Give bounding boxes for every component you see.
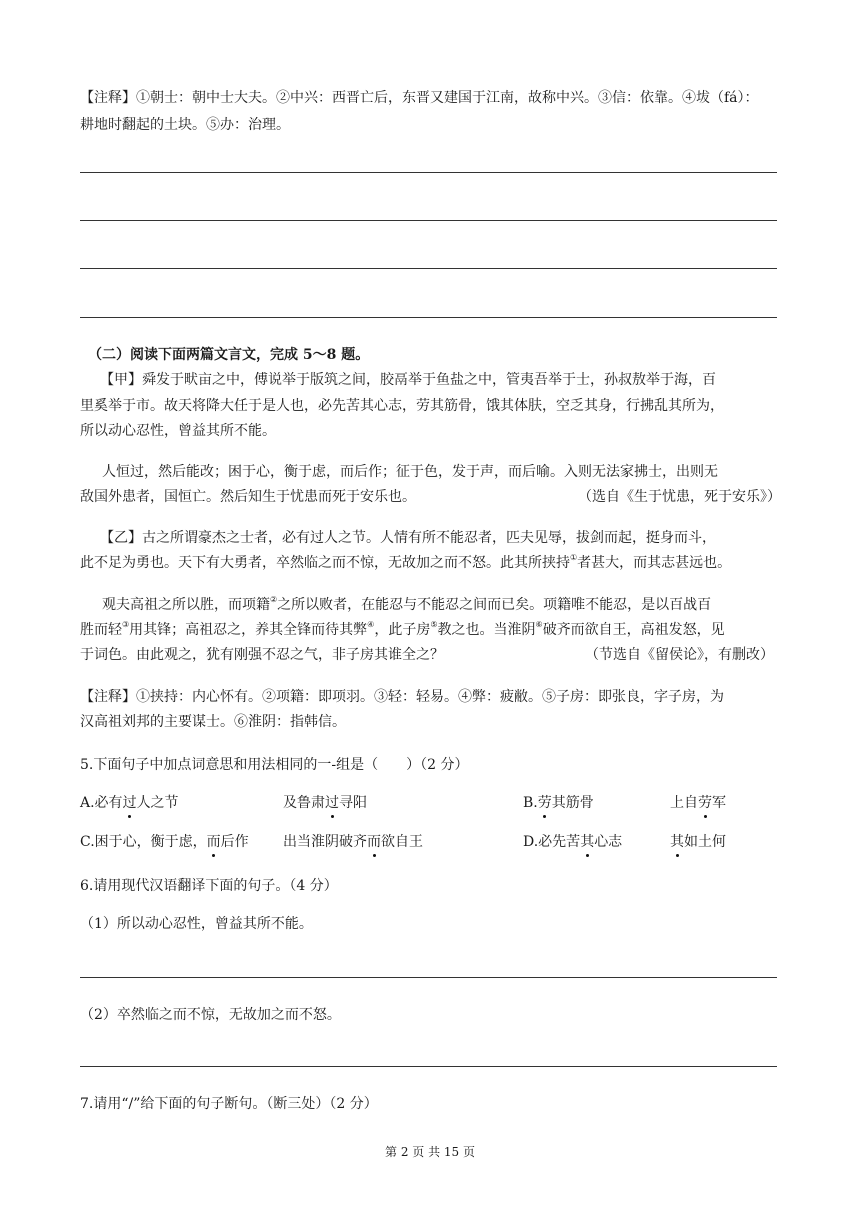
dotted-word: 其 — [670, 834, 684, 850]
option-d-left: D.必先苦其心志 — [523, 834, 623, 850]
dotted-word: 过 — [122, 795, 137, 811]
answer-line — [80, 317, 777, 318]
dotted-word: 其 — [580, 834, 595, 850]
answer-line — [80, 220, 777, 221]
footnote-marker: ⑥ — [535, 620, 543, 629]
passage-yi-line: 【乙】古之所谓豪杰之士者，必有过人之节。人情有所不能忍者，匹夫见辱，拔剑而起，挺身而斗， — [100, 530, 716, 546]
note-line: 【注释】①朝士：朝中士大夫。②中兴：西晋亡后，东晋又建国于江南，故称中兴。③信：依靠。④坺（fá）： — [80, 90, 759, 106]
passage-jia-line: 【甲】舜发于畎亩之中，傅说举于版筑之间，胶鬲举于鱼盐之中，管夷吾举于士，孙叔敖举于海，百 — [100, 372, 716, 388]
passage-yi-line: 于词色。由此观之，犹有刚强不忍之气，非子房其谁全之？ — [80, 647, 444, 663]
answer-line — [80, 172, 777, 173]
question-7-stem: 7.请用“/”给下面的句子断句。（断三处）（2 分） — [80, 1096, 378, 1112]
translate-sentence-2: （2）卒然临之而不惊，无故加之而不怒。 — [80, 1007, 341, 1023]
section-heading: （二）阅读下面两篇文言文，完成 5～8 题。 — [88, 347, 370, 363]
note-line: 汉高祖刘邦的主要谋士。⑥淮阴：指韩信。 — [80, 714, 346, 730]
footnote-marker: ③ — [122, 620, 130, 629]
translate-sentence-1: （1）所以动心忍性，曾益其所不能。 — [80, 916, 313, 932]
passage-source: （选自《生于忧患，死于安乐》） — [578, 489, 781, 505]
note-line: 【注释】①挟持：内心怀有。②项籍：即项羽。③轻：轻易。④弊：疲敝。⑤子房：即张良，字子房，为 — [80, 689, 724, 705]
option-d-right: 其如土何 — [670, 834, 726, 850]
footnote-marker: ① — [570, 553, 578, 562]
option-a-right: 及鲁肃过寻阳 — [283, 795, 367, 811]
passage-yi-line: 胜而轻③用其锋；高祖忍之，养其全锋而待其弊④，此子房⑤教之也。当淮阴⑥破齐而欲自王，高祖发怒，见 — [80, 620, 725, 638]
option-c-left: C.困于心，衡于虑，而后作 — [80, 834, 249, 850]
passage-jia-line: 人恒过，然后能改；困于心，衡于虑，而后作；征于色，发于声，而后喻。入则无法家拂士，出则无 — [102, 464, 718, 480]
passage-source: （节选自《留侯论》，有删改） — [585, 647, 774, 663]
dotted-word: 而 — [206, 834, 221, 850]
footnote-marker: ② — [270, 595, 278, 604]
option-c-right: 出当淮阴破齐而欲自王 — [283, 834, 423, 850]
dotted-word: 劳 — [698, 795, 712, 811]
answer-line — [80, 977, 777, 978]
dotted-word: 过 — [325, 795, 339, 811]
passage-yi-line: 观夫高祖之所以胜，而项籍②之所以败者，在能忍与不能忍之间而已矣。项籍唯不能忍，是以百战百 — [102, 595, 712, 613]
passage-jia-line: 里奚举于市。故天将降大任于是人也，必先苦其心志，劳其筋骨，饿其体肤，空乏其身，行拂乱其所为， — [80, 398, 724, 414]
page-footer: 第 2 页 共 15 页 — [385, 1145, 475, 1159]
answer-line — [80, 1066, 777, 1067]
question-5-stem: 5.下面句子中加点词意思和用法相同的一-组是（ ）（2 分） — [80, 757, 469, 773]
passage-yi-line: 此不足为勇也。天下有大勇者，卒然临之而不惊，无故加之而不怒。此其所挟持①者甚大，而其志甚远也。 — [80, 553, 732, 571]
passage-jia-line: 敌国外患者，国恒亡。然后知生于忧患而死于安乐也。 — [80, 489, 416, 505]
footnote-marker: ⑤ — [430, 620, 438, 629]
option-b-right: 上自劳军 — [670, 795, 726, 811]
footnote-marker: ④ — [367, 620, 375, 629]
option-b-left: B.劳其筋骨 — [523, 795, 594, 811]
question-6-stem: 6.请用现代汉语翻译下面的句子。（4 分） — [80, 878, 338, 894]
dotted-word: 劳 — [537, 795, 552, 811]
note-line: 耕地时翻起的土块。⑤办：治理。 — [80, 117, 290, 133]
answer-line — [80, 268, 777, 269]
passage-jia-line: 所以动心忍性，曾益其所不能。 — [80, 423, 276, 439]
option-a-left: A.必有过人之节 — [80, 795, 179, 811]
dotted-word: 而 — [367, 834, 381, 850]
